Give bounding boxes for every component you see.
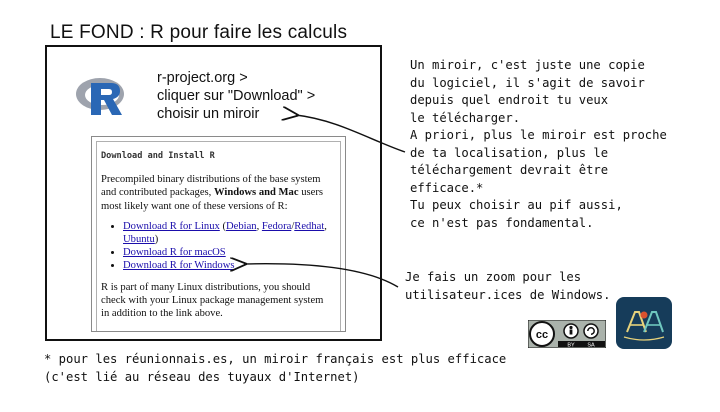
windows-link[interactable]: Download R for Windows — [123, 260, 235, 272]
step-1: r-project.org > — [157, 70, 248, 86]
cc-sa-label: SA — [587, 342, 595, 348]
debian-link[interactable]: Debian — [226, 220, 257, 232]
apa-logo-mark — [616, 297, 672, 349]
cc-by-sa-badge — [528, 320, 606, 348]
step-3: choisir un miroir — [157, 106, 260, 122]
fedora-link[interactable]: Fedora — [261, 220, 292, 232]
svg-text:cc: cc — [535, 329, 549, 341]
redhat-link[interactable]: Redhat — [294, 220, 325, 232]
intro-bold: Windows and Mac — [213, 187, 299, 199]
intro-part-2: users most likely want one of these versions of R: — [101, 187, 323, 212]
footnote: * pour les réunionnais.es, un miroir français est plus efficace (c'est lié au réseau des tuyaux d'Internet) — [44, 352, 507, 384]
footer-text: R is part of many Linux distributions, you should check with your Linux package management system in addition to the link above. — [101, 281, 324, 320]
note-mirror: Un miroir, c'est juste une copie du logiciel, il s'agit de savoir depuis quel endroit tu veux le télécharger. A priori, plus le miroir est proche de ta localisation, plus le téléchargement devrait être efficace.* Tu peux choisir au pif aussi, ce n'est pas fondamental. — [410, 58, 667, 230]
apa-logo — [616, 297, 672, 349]
intro-part-1: Precompiled binary distributions of the base system and contributed packages, — [101, 174, 321, 199]
note-windows: Je fais un zoom pour les utilisateur.ices de Windows. — [405, 270, 611, 302]
macos-link[interactable]: Download R for macOS — [123, 247, 226, 259]
list-item-linux: • Download R for Linux (Debian, Fedora/Redhat, Ubuntu) — [123, 220, 334, 246]
cc-by-label: BY — [567, 342, 575, 348]
page-title: LE FOND : R pour faire les calculs — [50, 22, 348, 43]
linux-link[interactable]: Download R for Linux — [123, 220, 220, 232]
step-2: cliquer sur "Download" > — [157, 88, 316, 104]
arrow-to-windows-link — [244, 264, 398, 287]
arrow-to-mirror — [296, 115, 405, 152]
download-heading: Download and Install R — [101, 151, 215, 161]
ubuntu-link[interactable]: Ubuntu — [123, 234, 155, 246]
